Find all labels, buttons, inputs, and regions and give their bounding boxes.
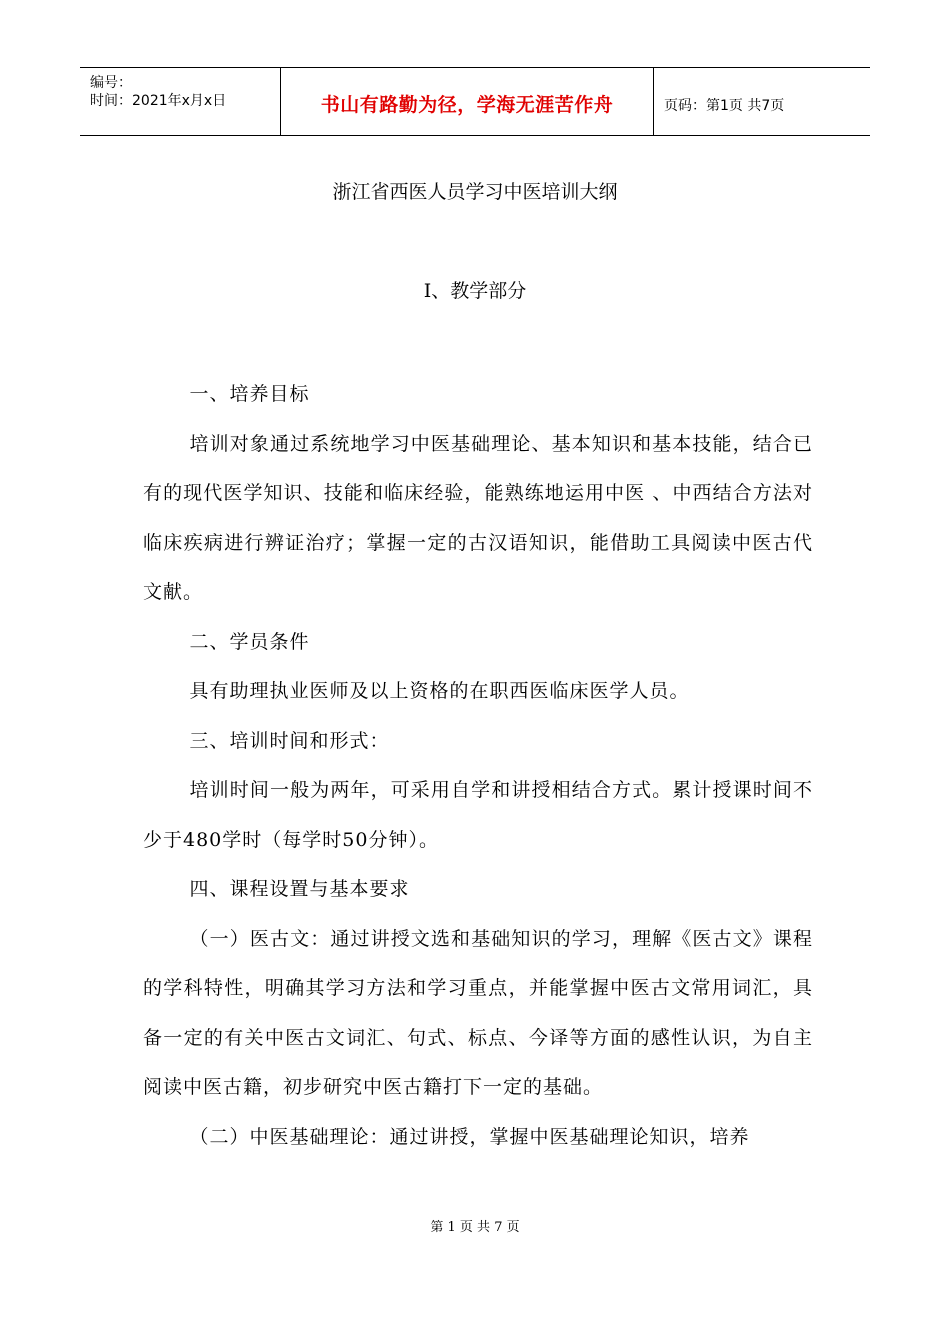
paragraph-trainee-requirements: 具有助理执业医师及以上资格的在职西医临床医学人员。 [189,680,690,702]
header-page-cell [654,68,870,135]
heading-training-goal: 一、培养目标 [189,383,310,405]
section-heading: Ⅰ、教学部分 [423,280,527,302]
header-motto-cell [280,68,654,135]
heading-trainee-requirements: 二、学员条件 [189,630,310,653]
heading-training-time: 三、培训时间和形式： [189,729,390,752]
date-label: 时间：2021年x月x日 [90,93,227,109]
paragraph-training-goal: 培训对象通过系统地学习中医基础理论、基本知识和基本技能，结合已有的现代医学知识、技能和临床经验，能熟练地运用中医 、中西结合方法对临床疾病进行辨证治疗；掌握一定的古汉语知识，能借助工具阅读中医古代文献。 [143,432,813,603]
number-label: 编号： [90,75,132,91]
header-meta-cell [80,68,280,135]
header-motto: 书山有路勤为径，学海无涯苦作舟 [320,94,614,116]
header-page-info: 页码：第1页 共7页 [664,98,785,114]
document-header [80,67,870,136]
heading-curriculum: 四、课程设置与基本要求 [189,878,410,900]
paragraph-course-tcm-theory: （二）中医基础理论：通过讲授，掌握中医基础理论知识，培养 [189,1125,750,1148]
paragraph-training-time: 培训时间一般为两年，可采用自学和讲授相结合方式。累计授课时间不少于480学时（每学时50分钟）。 [143,779,813,851]
document-body [143,370,813,1162]
document-title: 浙江省西医人员学习中医培训大纲 [332,181,618,203]
page-footer: 第 1 页 共 7 页 [430,1220,520,1235]
paragraph-course-classical-chinese: （一）医古文：通过讲授文选和基础知识的学习，理解《医古文》课程的学科特性，明确其学习方法和学习重点，并能掌握中医古文常用词汇，具备一定的有关中医古文词汇、句式、标点、今译等方面的感性认识，为自主阅读中医古籍，初步研究中医古籍打下一定的基础。 [143,927,813,1098]
